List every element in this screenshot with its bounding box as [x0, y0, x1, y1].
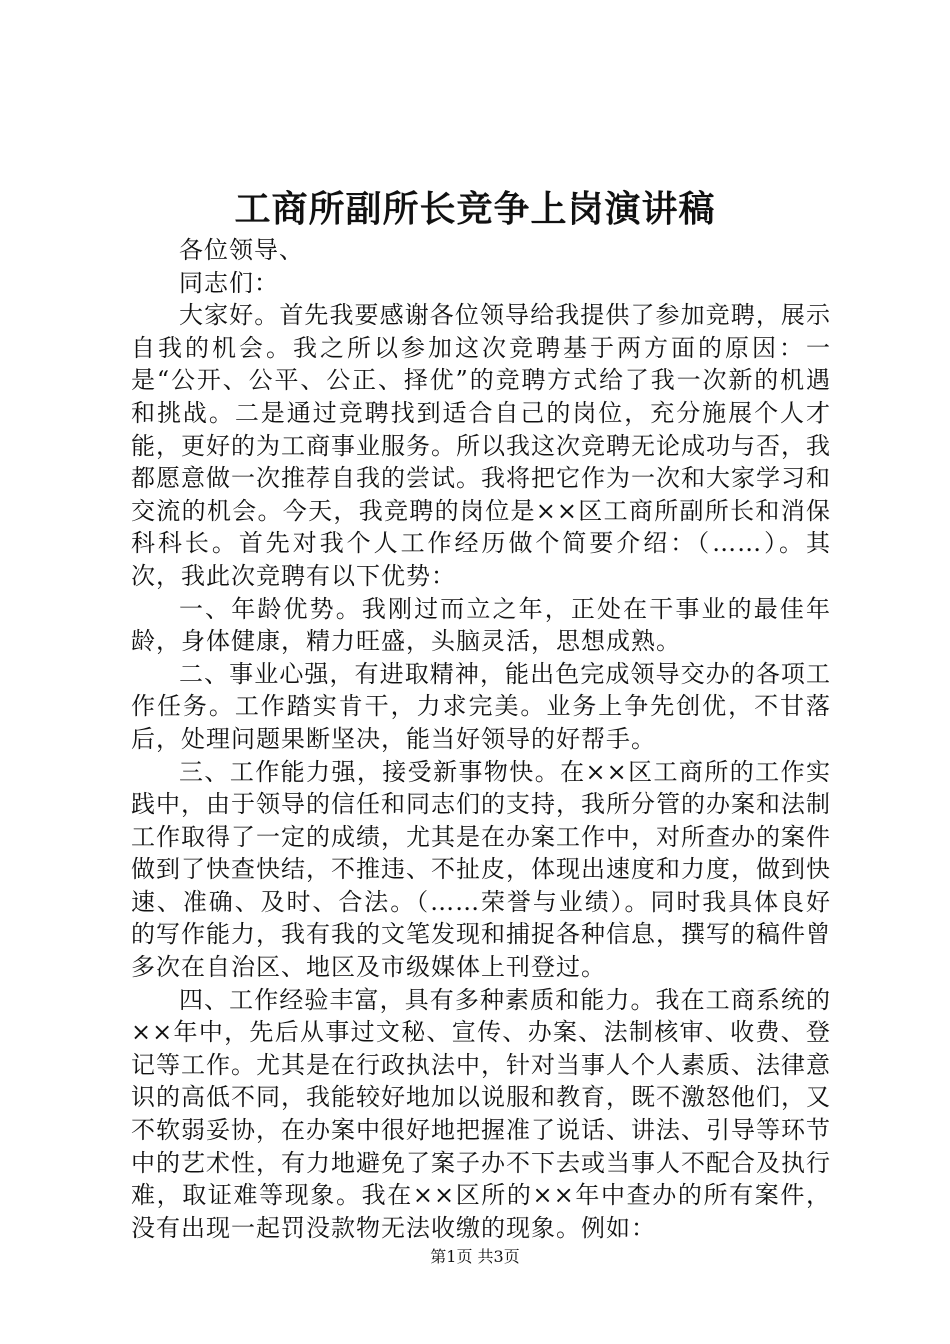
- body-paragraph: 三、工作能力强，接受新事物快。在××区工商所的工作实践中，由于领导的信任和同志们的支持，我所分管的办案和法制工作取得了一定的成绩，尤其是在办案工作中，对所查办的案件做到了快查快结，不推违、不扯皮，体现出速度和力度，做到快速、准确、及时、合法。（……荣誉与业绩）。同时我具体良好的写作能力，我有我的文笔发现和捕捉各种信息，撰写的稿件曾多次在自治区、地区及市级媒体上刊登过。: [131, 757, 831, 982]
- salutation-line-1: 各位领导、: [179, 236, 304, 264]
- body-paragraph: 四、工作经验丰富，具有多种素质和能力。我在工商系统的××年中，先后从事过文秘、宣传、办案、法制核审、收费、登记等工作。尤其是在行政执法中，针对当事人个人素质、法律意识的高低不同，我能较好地加以说服和教育，既不激怒他们，又不软弱妥协，在办案中很好地把握准了说话、讲法、引导等环节中的艺术性，有力地避免了案子办不下去或当事人不配合及执行难，取证难等现象。我在××区所的××年中查办的所有案件，没有出现一起罚没款物无法收缴的现象。例如：: [131, 985, 831, 1242]
- document-title: 工商所副所长竞争上岗演讲稿: [234, 188, 716, 230]
- body-paragraph: 大家好。首先我要感谢各位领导给我提供了参加竞聘，展示自我的机会。我之所以参加这次竞聘基于两方面的原因：一是“公开、公平、公正、择优”的竞聘方式给了我一次新的机遇和挑战。二是通过竞聘找到适合自己的岗位，充分施展个人才能，更好的为工商事业服务。所以我这次竞聘无论成功与否，我都愿意做一次推荐自我的尝试。我将把它作为一次和大家学习和交流的机会。今天，我竞聘的岗位是××区工商所副所长和消保科科长。首先对我个人工作经历做个简要介绍：（……）。其次，我此次竞聘有以下优势：: [131, 301, 831, 590]
- body-paragraph: 二、事业心强，有进取精神，能出色完成领导交办的各项工作任务。工作踏实肯干，力求完美。业务上争先创优，不甘落后，处理问题果断坚决，能当好领导的好帮手。: [131, 659, 831, 753]
- salutation-line-2: 同志们：: [179, 268, 279, 297]
- page-number-footer: 第1页 共3页: [430, 1247, 520, 1266]
- document-body: [131, 234, 831, 1244]
- body-paragraph: 一、年龄优势。我刚过而立之年，正处在干事业的最佳年龄，身体健康，精力旺盛，头脑灵活，思想成熟。: [131, 594, 831, 656]
